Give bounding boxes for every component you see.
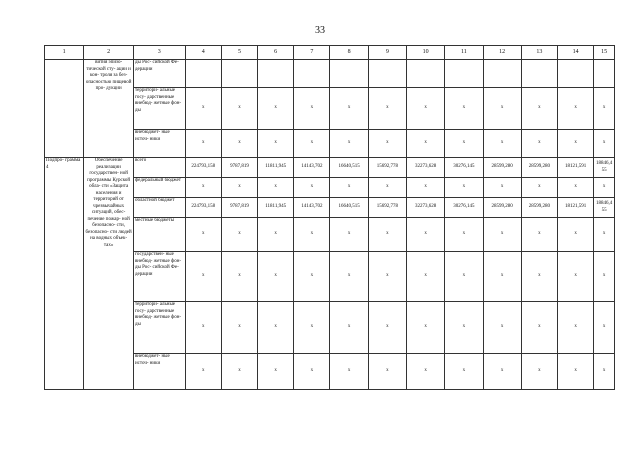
table-row <box>45 60 615 88</box>
value-cell <box>294 60 330 88</box>
funding-source: внебюджет- ные источ- ники <box>133 130 185 158</box>
header-cell-2: 2 <box>84 46 134 60</box>
value-cell: х <box>258 218 294 252</box>
value-cell: х <box>330 354 368 390</box>
value-cell: х <box>558 178 594 198</box>
value-cell: х <box>521 130 557 158</box>
value-cell: 30276,145 <box>445 198 483 218</box>
value-cell: х <box>294 252 330 302</box>
value-cell: х <box>330 178 368 198</box>
value-cell: х <box>483 218 521 252</box>
value-cell: 14143,702 <box>294 158 330 178</box>
value-cell: х <box>407 302 445 354</box>
value-cell: х <box>521 354 557 390</box>
value-cell: 28599,280 <box>483 198 521 218</box>
header-cell-7: 7 <box>294 46 330 60</box>
value-cell: х <box>258 178 294 198</box>
value-cell: х <box>368 130 406 158</box>
value-cell: 28599,280 <box>483 158 521 178</box>
value-cell: х <box>483 130 521 158</box>
value-cell <box>258 60 294 88</box>
header-cell-8: 8 <box>330 46 368 60</box>
value-cell: 15692,778 <box>368 198 406 218</box>
value-cell: х <box>185 252 221 302</box>
value-cell: х <box>221 252 257 302</box>
value-cell: х <box>521 218 557 252</box>
value-cell: х <box>221 130 257 158</box>
header-cell-9: 9 <box>368 46 406 60</box>
value-cell: х <box>221 178 257 198</box>
page-number: 33 <box>315 25 325 36</box>
value-cell: х <box>407 130 445 158</box>
value-cell: х <box>294 130 330 158</box>
header-cell-14: 14 <box>558 46 594 60</box>
value-cell: х <box>483 88 521 130</box>
responsible-text: вития эпизо- тической сту- ации и кон- троля за без- опасностью пищевой про- дукции <box>84 60 134 158</box>
funding-source: государствен- ные внебюд- жетные фон- ды Рос- сийской Фе- дерации <box>133 252 185 302</box>
value-cell: 30276,145 <box>445 158 483 178</box>
value-cell: х <box>594 302 615 354</box>
header-row <box>45 46 615 60</box>
funding-source: внебюджет- ные источ- ники <box>133 354 185 390</box>
funding-source: территори- альные госу- дарственные внебюд- жетные фон- ды <box>133 88 185 130</box>
value-cell: х <box>185 88 221 130</box>
value-cell: х <box>368 88 406 130</box>
value-cell: х <box>521 252 557 302</box>
value-cell <box>558 60 594 88</box>
value-cell <box>221 60 257 88</box>
value-cell: х <box>594 88 615 130</box>
value-cell: х <box>594 130 615 158</box>
subprogram-description: Обеспечение реализации государствен- ной программы Курской обла- сти «Защита населения и территорий от чрезвычайных ситуаций, обес- печение пожар- ной безопасно- сти, безопасно- сти людей на водных объек- тах» <box>84 158 134 390</box>
value-cell: 14143,702 <box>294 198 330 218</box>
value-cell: х <box>521 302 557 354</box>
value-cell: х <box>407 252 445 302</box>
value-cell: х <box>521 88 557 130</box>
value-cell: 16640,515 <box>330 158 368 178</box>
value-cell: х <box>558 88 594 130</box>
value-cell: 9787,819 <box>221 158 257 178</box>
value-cell: х <box>445 252 483 302</box>
funding-source: территори- альные госу- дарственные внебюд- жетные фон- ды <box>133 302 185 354</box>
value-cell: х <box>258 130 294 158</box>
header-cell-4: 4 <box>185 46 221 60</box>
value-cell: х <box>294 178 330 198</box>
value-cell: х <box>407 178 445 198</box>
value-cell: х <box>445 218 483 252</box>
value-cell: 18846,455 <box>594 158 615 178</box>
value-cell: х <box>368 218 406 252</box>
value-cell: х <box>368 252 406 302</box>
value-cell: 32273,628 <box>407 158 445 178</box>
value-cell: 11811,945 <box>258 198 294 218</box>
value-cell: х <box>407 218 445 252</box>
value-cell: 224793,158 <box>185 158 221 178</box>
value-cell: х <box>368 354 406 390</box>
value-cell: х <box>445 302 483 354</box>
value-cell <box>368 60 406 88</box>
value-cell: х <box>407 354 445 390</box>
value-cell: х <box>445 354 483 390</box>
header-cell-12: 12 <box>483 46 521 60</box>
value-cell: х <box>221 88 257 130</box>
value-cell: 16640,515 <box>330 198 368 218</box>
value-cell: х <box>258 88 294 130</box>
funding-source: всего <box>133 158 185 178</box>
header-cell-6: 6 <box>258 46 294 60</box>
value-cell <box>445 60 483 88</box>
value-cell: х <box>594 178 615 198</box>
value-cell: х <box>483 302 521 354</box>
value-cell: х <box>294 354 330 390</box>
value-cell: х <box>558 218 594 252</box>
value-cell: х <box>558 252 594 302</box>
value-cell: х <box>330 88 368 130</box>
value-cell: х <box>185 302 221 354</box>
value-cell: х <box>483 178 521 198</box>
value-cell: х <box>445 130 483 158</box>
funding-source: областной бюджет <box>133 198 185 218</box>
table-row <box>45 158 615 178</box>
header-cell-5: 5 <box>221 46 257 60</box>
value-cell: х <box>330 130 368 158</box>
value-cell: 18121,591 <box>558 158 594 178</box>
value-cell: 224793,158 <box>185 198 221 218</box>
value-cell: х <box>294 302 330 354</box>
value-cell <box>407 60 445 88</box>
value-cell: х <box>521 178 557 198</box>
value-cell: х <box>330 252 368 302</box>
value-cell <box>483 60 521 88</box>
value-cell: х <box>258 252 294 302</box>
header-cell-15: 15 <box>594 46 615 60</box>
value-cell: 18846,455 <box>594 198 615 218</box>
value-cell: 11811,945 <box>258 158 294 178</box>
funding-source: местные бюджеты <box>133 218 185 252</box>
value-cell: х <box>594 252 615 302</box>
value-cell: х <box>330 302 368 354</box>
funding-source: ды Рос- сийской Фе- дерации <box>133 60 185 88</box>
value-cell: 28599,280 <box>521 198 557 218</box>
value-cell: х <box>185 354 221 390</box>
value-cell: х <box>258 302 294 354</box>
value-cell: х <box>558 130 594 158</box>
value-cell: х <box>258 354 294 390</box>
subprogram-label: Подпро- грамма 4 <box>45 158 84 390</box>
budget-table <box>44 45 615 390</box>
header-cell-3: 3 <box>133 46 185 60</box>
value-cell: х <box>221 354 257 390</box>
header-cell-1: 1 <box>45 46 84 60</box>
value-cell: х <box>483 354 521 390</box>
value-cell <box>521 60 557 88</box>
value-cell: х <box>368 302 406 354</box>
value-cell: х <box>221 218 257 252</box>
value-cell: х <box>221 302 257 354</box>
value-cell: х <box>445 88 483 130</box>
value-cell: х <box>483 252 521 302</box>
value-cell: х <box>294 218 330 252</box>
subprogram-cell <box>45 60 84 158</box>
value-cell: х <box>185 178 221 198</box>
value-cell: х <box>558 354 594 390</box>
value-cell <box>594 60 615 88</box>
value-cell <box>330 60 368 88</box>
value-cell: 15692,778 <box>368 158 406 178</box>
value-cell: 28599,280 <box>521 158 557 178</box>
value-cell: х <box>407 88 445 130</box>
value-cell: х <box>594 218 615 252</box>
value-cell: 18121,591 <box>558 198 594 218</box>
header-cell-10: 10 <box>407 46 445 60</box>
value-cell: х <box>185 218 221 252</box>
value-cell: х <box>294 88 330 130</box>
value-cell: 32273,628 <box>407 198 445 218</box>
value-cell: 9787,819 <box>221 198 257 218</box>
value-cell: х <box>594 354 615 390</box>
header-cell-13: 13 <box>521 46 557 60</box>
value-cell: х <box>330 218 368 252</box>
value-cell <box>185 60 221 88</box>
funding-source: федеральный бюджет <box>133 178 185 198</box>
value-cell: х <box>368 178 406 198</box>
value-cell: х <box>185 130 221 158</box>
header-cell-11: 11 <box>445 46 483 60</box>
value-cell: х <box>445 178 483 198</box>
value-cell: х <box>558 302 594 354</box>
